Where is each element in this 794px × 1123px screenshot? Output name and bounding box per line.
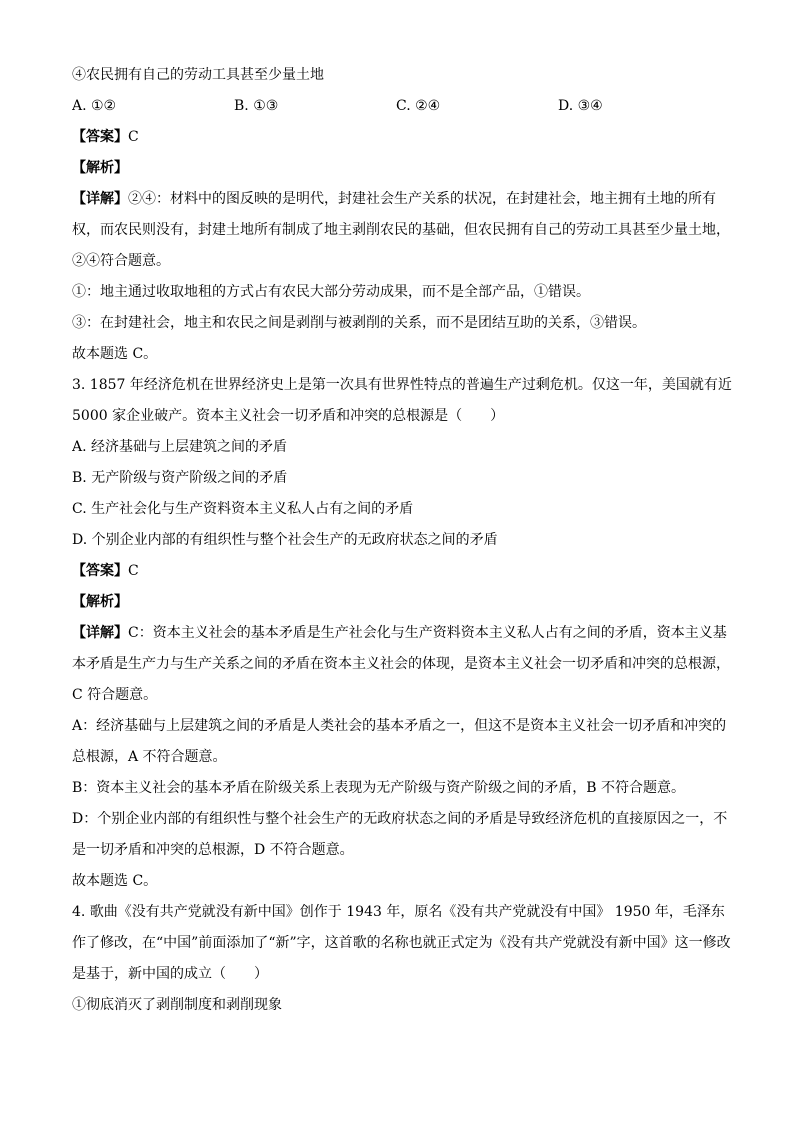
q3-option-d: D. 个别企业内部的有组织性与整个社会生产的无政府状态之间的矛盾 bbox=[72, 532, 498, 548]
q3-analysis-tag: 【解析】 bbox=[72, 594, 128, 610]
q4-stem: 4. 歌曲《没有共产党就没有新中国》创作于 1943 年，原名《没有共产党就没有中国》 1950 年，毛泽东作了修改，在“中国”前面添加了“新”字，这首歌的名称也就正式定为《没有共产党就没有新中国》这一修改是基于，新中国的成立（ ） bbox=[72, 904, 731, 982]
q2-wrong-1: ①：地主通过收取地租的方式占有农民大部分劳动成果，而不是全部产品，①错误。 bbox=[72, 284, 590, 300]
q2-option-d: D. ③④ bbox=[558, 98, 603, 114]
q2-option-c: C. ②④ bbox=[396, 98, 441, 114]
q2-wrong-3: ③：在封建社会，地主和农民之间是剥削与被剥削的关系，而不是团结互助的关系，③错误。 bbox=[72, 315, 646, 331]
q2-detail-text: ②④：材料中的图反映的是明代，封建社会生产关系的状况，在封建社会，地主拥有土地的所有权，而农民则没有，封建土地所有制成了地主剥削农民的基础，但农民拥有自己的劳动工具甚至少量土地，②④符合题意。 bbox=[72, 191, 730, 269]
q3-detail-text: C：资本主义社会的基本矛盾是生产社会化与生产资料资本主义私人占有之间的矛盾，资本主义基本矛盾是生产力与生产关系之间的矛盾在资本主义社会的体现，是资本主义社会一切矛盾和冲突的总根源，C 符合题意。 bbox=[72, 625, 730, 703]
q3-detail-tag: 【详解】 bbox=[72, 625, 128, 641]
q3-conclusion: 故本题选 C。 bbox=[72, 873, 158, 889]
q2-answer-tag: 【答案】 bbox=[72, 129, 128, 145]
q3-answer bbox=[72, 556, 732, 587]
q2-options bbox=[72, 91, 732, 122]
q3-explain-a: A：经济基础与上层建筑之间的矛盾是人类社会的基本矛盾之一，但这不是资本主义社会一切矛盾和冲突的总根源，A 不符合题意。 bbox=[72, 718, 727, 765]
q4-statement-1: ①彻底消灭了剥削制度和剥削现象 bbox=[72, 997, 282, 1013]
q3-answer-value: C bbox=[128, 563, 139, 579]
q2-option-a: A. ①② bbox=[72, 98, 117, 114]
q3-answer-tag: 【答案】 bbox=[72, 563, 128, 579]
q2-option-b: B. ①③ bbox=[234, 98, 279, 114]
q3-detail bbox=[72, 618, 732, 711]
q2-conclusion: 故本题选 C。 bbox=[72, 346, 158, 362]
document-page bbox=[72, 60, 732, 1021]
q3-option-b: B. 无产阶级与资产阶级之间的矛盾 bbox=[72, 470, 288, 486]
q2-answer bbox=[72, 122, 732, 153]
q3-option-a: A. 经济基础与上层建筑之间的矛盾 bbox=[72, 439, 288, 455]
q3-option-c: C. 生产社会化与生产资料资本主义私人占有之间的矛盾 bbox=[72, 501, 414, 517]
q2-detail-tag: 【详解】 bbox=[72, 191, 128, 207]
q2-detail bbox=[72, 184, 732, 277]
q2-statement-4: ④农民拥有自己的劳动工具甚至少量土地 bbox=[72, 67, 324, 83]
q2-answer-value: C bbox=[128, 129, 139, 145]
q3-explain-d: D：个别企业内部的有组织性与整个社会生产的无政府状态之间的矛盾是导致经济危机的直接原因之一，不是一切矛盾和冲突的总根源，D 不符合题意。 bbox=[72, 811, 728, 858]
q3-explain-b: B：资本主义社会的基本矛盾在阶级关系上表现为无产阶级与资产阶级之间的矛盾，B 不符合题意。 bbox=[72, 780, 686, 796]
q2-analysis-tag: 【解析】 bbox=[72, 160, 128, 176]
q3-stem: 3. 1857 年经济危机在世界经济史上是第一次具有世界性特点的普遍生产过剩危机。仅这一年，美国就有近 5000 家企业破产。资本主义社会一切矛盾和冲突的总根源是（ ） bbox=[72, 377, 732, 424]
